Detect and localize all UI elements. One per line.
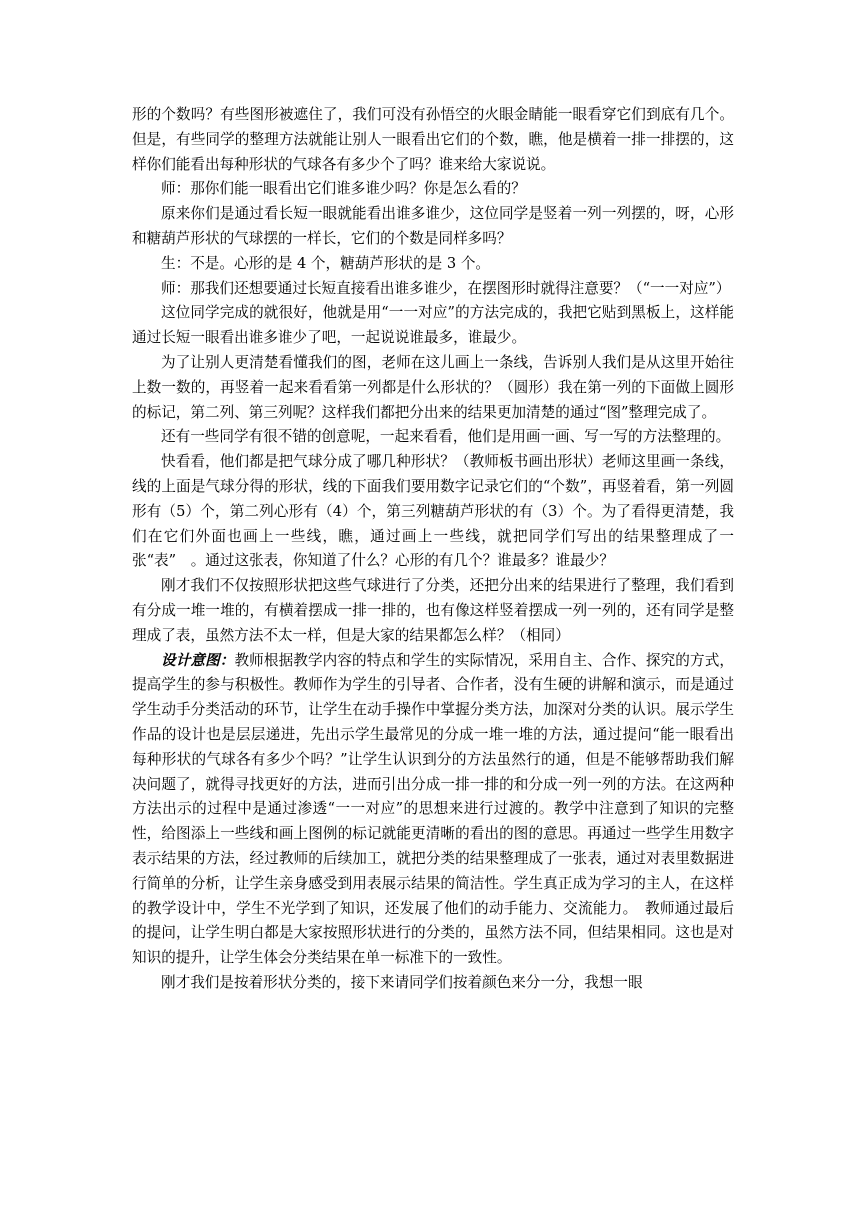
paragraph-text: 师：那我们还想要通过长短直接看出谁多谁少，在摆图形时就得注意要？（“一一对应”） — [161, 279, 731, 297]
paragraph-text: 刚才我们不仅按照形状把这些气球进行了分类，还把分出来的结果进行了整理，我们看到有分成一堆一堆的，有横着摆成一排一排的，也有像这样竖着摆成一列一列的，还有同学是整理成了表，虽然方法不太一样，但是大家的结果都怎么样？（相同） — [132, 577, 734, 644]
paragraph-text: 为了让别人更清楚看懂我们的图，老师在这儿画上一条线，告诉别人我们是从这里开始往上数一数的，再竖着一起来看看第一列都是什么形状的？（圆形）我在第一列的下面做上圆形的标记，第二列、第三列呢？这样我们都把分出来的结果更加清楚的通过“图”整理完成了。 — [132, 353, 734, 421]
paragraph-4 — [132, 252, 734, 277]
paragraph-5 — [132, 277, 734, 302]
paragraph-6 — [132, 301, 734, 351]
paragraph-2 — [132, 177, 734, 202]
paragraph-text: 这位同学完成的就很好，他就是用“一一对应”的方法完成的，我把它贴到黑板上，这样能通过长短一眼看出谁多谁少了吧，一起说说谁最多，谁最少。 — [132, 304, 734, 347]
paragraph-text: 还有一些同学有很不错的创意呢，一起来看看，他们是用画一画、写一写的方法整理的。 — [161, 428, 731, 446]
paragraph-text: 教师根据教学内容的特点和学生的实际情况，采用自主、合作、探究的方式，提高学生的参与积极性。教师作为学生的引导者、合作者，没有生硬的讲解和演示，而是通过学生动手分类活动的环节，让学生在动手操作中掌握分类方法，加深对分类的认识。展示学生作品的设计也是层层递进，先出示学生最常见的分成一堆一堆的方法，通过提问“能一眼看出每种形状的气球各有多少个吗？”让学生认识到分的方法虽然行的通，但是不能够帮助我们解决问题了，就得寻找更好的方法，进而引出分成一排一排的和分成一列一列的方法。在这两种方法出示的过程中是通过渗透“一一对应”的思想来进行过渡的。教学中注意到了知识的完整性，给图添上一些线和画上图例的标记就能更清晰的看出的图的意思。再通过一些学生用数字表示结果的方法，经过教师的后续加工，就把分类的结果整理成了一张表，通过对表里数据进行简单的分析，让学生亲身感受到用表展示结果的简洁性。学生真正成为学习的主人，在这样的教学设计中，学生不光学到了知识，还发展了他们的动手能力、交流能力。 教师通过最后的提问，让学生明白都是大家按照形状进行的分类的，虽然方法不同，但结果相同。这也是对知识的提升，让学生体会分类结果在单一标准下的一致性。 — [132, 651, 734, 967]
paragraph-7 — [132, 351, 734, 425]
design-intent-label: 设计意图： — [161, 651, 235, 669]
paragraph-text: 刚才我们是按着形状分类的，接下来请同学们按着颜色来分一分，我想一眼 — [161, 973, 643, 991]
paragraph-text: 形的个数吗？有些图形被遮住了，我们可没有孙悟空的火眼金睛能一眼看穿它们到底有几个。但是，有些同学的整理方法就能让别人一眼看出它们的个数，瞧，他是横着一排一排摆的，这样你们能看出每种形状的气球各有多少个了吗？谁来给大家说说。 — [132, 106, 734, 173]
paragraph-1 — [132, 103, 734, 177]
paragraph-text: 师：那你们能一眼看出它们谁多谁少吗？你是怎么看的？ — [161, 180, 526, 198]
paragraph-text: 快看看，他们都是把气球分成了哪几种形状？（教师板书画出形状）老师这里画一条线，线的上面是气球分得的形状，线的下面我们要用数字记录它们的“个数”，再竖着看，第一列圆形有（5）个，第二列心形有（4）个，第三列糖葫芦形状的有（3）个。为了看得更清楚，我们在它们外面也画上一些线，瞧，通过画上一些线，就把同学们写出的结果整理成了一张“表” 。通过这张表，你知道了什么？心形的有几个？谁最多？谁最少？ — [132, 453, 734, 570]
paragraph-text: 生：不是。心形的是 4 个，糖葫芦形状的是 3 个。 — [161, 254, 491, 272]
paragraph-9 — [132, 450, 734, 574]
paragraph-text: 原来你们是通过看长短一眼就能看出谁多谁少，这位同学是竖着一列一列摆的，呀，心形和糖葫芦形状的气球摆的一样长，它们的个数是同样多吗？ — [132, 205, 734, 247]
document-page — [132, 103, 734, 996]
paragraph-8 — [132, 425, 734, 450]
paragraph-12 — [132, 971, 734, 996]
design-intent-paragraph — [132, 649, 734, 971]
paragraph-3 — [132, 202, 734, 252]
paragraph-10 — [132, 574, 734, 648]
